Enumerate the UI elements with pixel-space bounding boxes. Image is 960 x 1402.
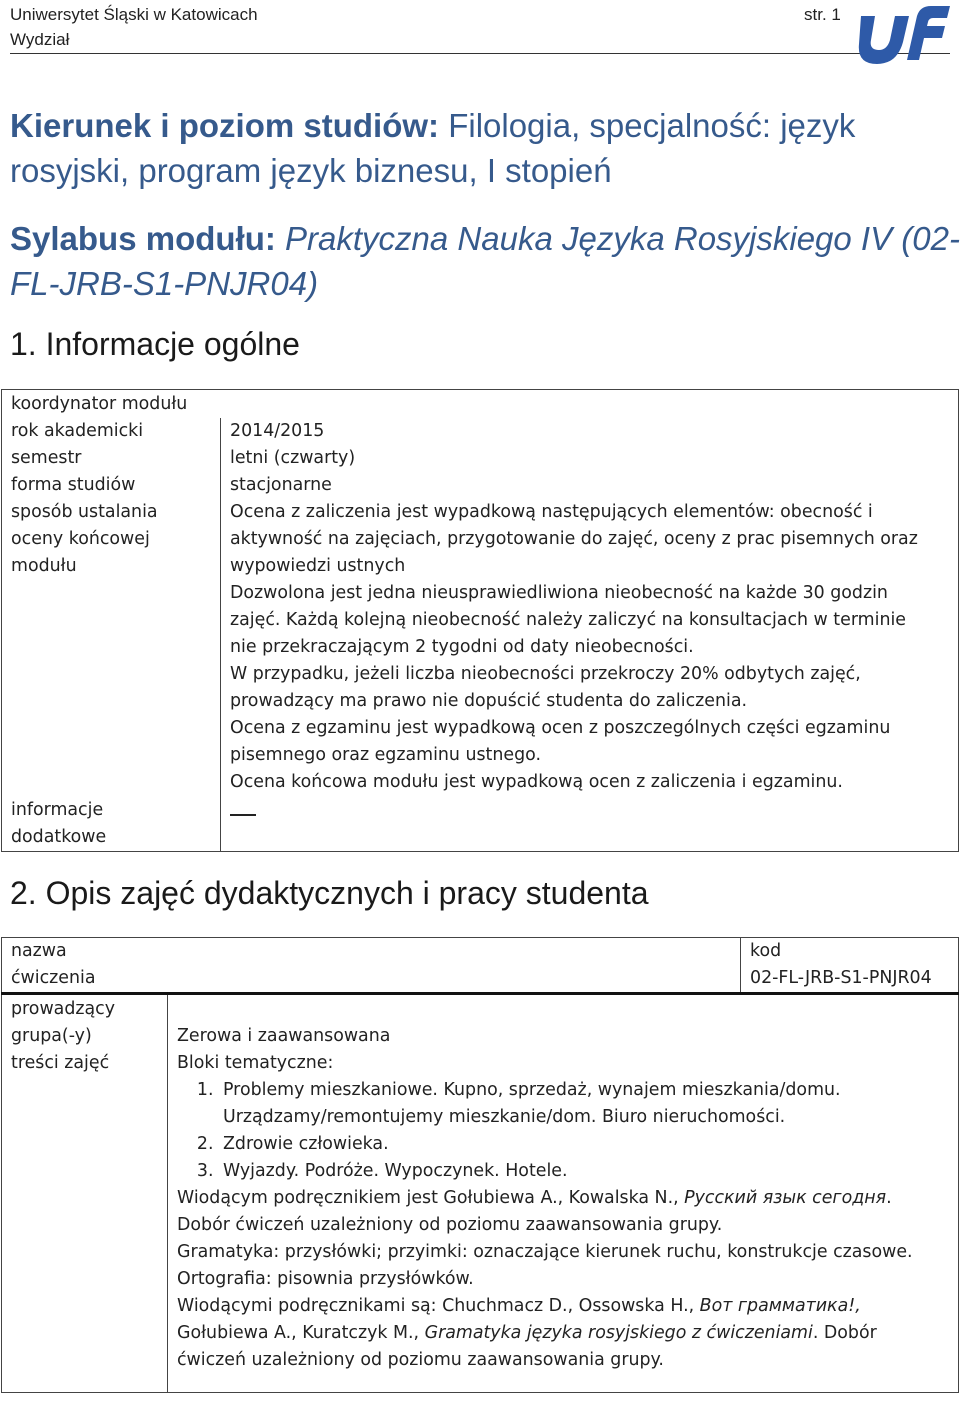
list-item: 1. Problemy mieszkaniowe. Kupno, sprzedaż, wynajem mieszkania/domu. Urządzamy/remontujemy mieszkanie/dom. Biuro nieruchomości. xyxy=(219,1077,938,1131)
syllabus-value-1: Praktyczna Nauka Języka Rosyjskiego IV (02- xyxy=(275,220,960,257)
name-value: ćwiczenia xyxy=(2,965,741,994)
orthography-paragraph: Ortografia: pisownia przysłówków. xyxy=(177,1269,474,1289)
table-row xyxy=(2,938,959,966)
textbooks-paragraph xyxy=(177,1293,938,1374)
grading-paragraph: W przypadku, jeżeli liczba nieobecności przekroczy 20% odbytych zajęć, prowadzący ma prawo nie dopuścić studenta do zaliczenia. xyxy=(230,664,861,711)
exercise-paragraph: Dobór ćwiczeń uzależniony od poziomu zaawansowania grupy. xyxy=(177,1215,723,1235)
university-logo-icon xyxy=(857,2,950,64)
grammar-paragraph: Gramatyka: przysłówki; przyimki: oznaczające kierunek ruchu, konstrukcje czasowe. xyxy=(177,1242,913,1262)
textbook-title: Gramatyka języka rosyjskiego z ćwiczeniami xyxy=(424,1323,813,1343)
section1-heading: 1. Informacje ogólne xyxy=(10,326,300,362)
syllabus-label: Sylabus modułu: xyxy=(10,220,276,257)
syllabus-title-line2: FL-JRB-S1-PNJR04) xyxy=(10,265,319,302)
grading-label: sposób ustalania oceny końcowej modułu xyxy=(2,499,221,796)
header-rule xyxy=(10,53,950,54)
textbooks-text: Wiodącymi podręcznikami są: Chuchmacz D., Ossowska H., xyxy=(177,1296,700,1316)
textbooks-text: Gołubiewa A., Kuratczyk M., xyxy=(177,1323,425,1343)
additional-info-value xyxy=(221,796,959,852)
grading-paragraph: Ocena z zaliczenia jest wypadkową następujących elementów: obecność i aktywność na zajęciach, przygotowanie do zajęć, oceny z prac pisemnych oraz wypowiedzi ustnych xyxy=(230,502,918,576)
table-row xyxy=(2,994,959,1024)
section2-heading: 2. Opis zajęć dydaktycznych i pracy studenta xyxy=(10,875,649,911)
topics-heading: Bloki tematyczne: xyxy=(177,1053,334,1073)
content-value xyxy=(168,1050,959,1393)
grading-paragraph: Dozwolona jest jedna nieusprawiedliwiona nieobecność na każde 30 godzin zajęć. Każdą kolejną nieobecność należy zaliczyć na konsultacjach w terminie nie przekraczającym 2 tygodni od daty nieobecności. xyxy=(230,583,906,657)
list-item: 3. Wyjazdy. Podróże. Wypoczynek. Hotele. xyxy=(219,1158,938,1185)
faculty-name: Wydział xyxy=(10,30,70,49)
coordinator-label: koordynator modułu xyxy=(2,390,959,419)
table-row xyxy=(2,499,959,796)
topics-list xyxy=(177,1077,938,1185)
study-form-label: forma studiów xyxy=(2,472,221,499)
group-label: grupa(-y) xyxy=(2,1023,168,1050)
textbook-text: . xyxy=(886,1188,892,1208)
group-value: Zerowa i zaawansowana xyxy=(168,1023,959,1050)
name-label: nazwa xyxy=(2,938,741,966)
additional-info-label: informacje dodatkowe xyxy=(2,796,221,852)
semester-label: semestr xyxy=(2,445,221,472)
textbook-text: Wiodącym podręcznikiem jest Gołubiewa A., Kowalska N., xyxy=(177,1188,685,1208)
table-row xyxy=(2,796,959,852)
study-form-value: stacjonarne xyxy=(221,472,959,499)
grading-paragraph: Ocena końcowa modułu jest wypadkową ocen z zaliczenia i egzaminu. xyxy=(230,772,843,792)
table-row xyxy=(2,1050,959,1393)
general-info-table xyxy=(1,389,959,852)
instructor-value xyxy=(168,994,959,1024)
table-row xyxy=(2,1023,959,1050)
instructor-label: prowadzący xyxy=(2,994,168,1024)
program-label: Kierunek i poziom studiów: xyxy=(10,107,440,144)
textbook-paragraph xyxy=(177,1185,938,1212)
em-dash xyxy=(230,814,256,816)
code-label: kod xyxy=(741,938,959,966)
grading-value xyxy=(221,499,959,796)
textbook-title: Вот грамматика!, xyxy=(699,1296,861,1316)
year-value: 2014/2015 xyxy=(221,418,959,445)
program-value-1: Filologia, specjalność: język xyxy=(439,107,856,144)
page-number: str. 1 xyxy=(804,5,841,24)
textbooks-text: . Dobór ćwiczeń uzależniony od poziomu zaawansowania grupy. xyxy=(177,1323,877,1370)
table-row xyxy=(2,472,959,499)
semester-value: letni (czwarty) xyxy=(221,445,959,472)
list-item: 2. Zdrowie człowieka. xyxy=(219,1131,938,1158)
table-row xyxy=(2,390,959,419)
program-title-line1 xyxy=(10,103,855,148)
syllabus-title-line1 xyxy=(10,216,960,261)
textbook-title: Русский язык сегодня xyxy=(684,1188,887,1208)
year-label: rok akademicki xyxy=(2,418,221,445)
course-info-table xyxy=(1,937,959,1393)
table-row xyxy=(2,445,959,472)
code-value: 02-FL-JRB-S1-PNJR04 xyxy=(741,965,959,994)
table-row xyxy=(2,418,959,445)
program-title-line2: rosyjski, program język biznesu, I stopień xyxy=(10,152,612,189)
table-row xyxy=(2,965,959,994)
content-label: treści zajęć xyxy=(2,1050,168,1393)
university-name: Uniwersytet Śląski w Katowicach xyxy=(10,5,258,24)
grading-paragraph: Ocena z egzaminu jest wypadkową ocen z poszczególnych części egzaminu pisemnego oraz egzaminu ustnego. xyxy=(230,718,891,765)
